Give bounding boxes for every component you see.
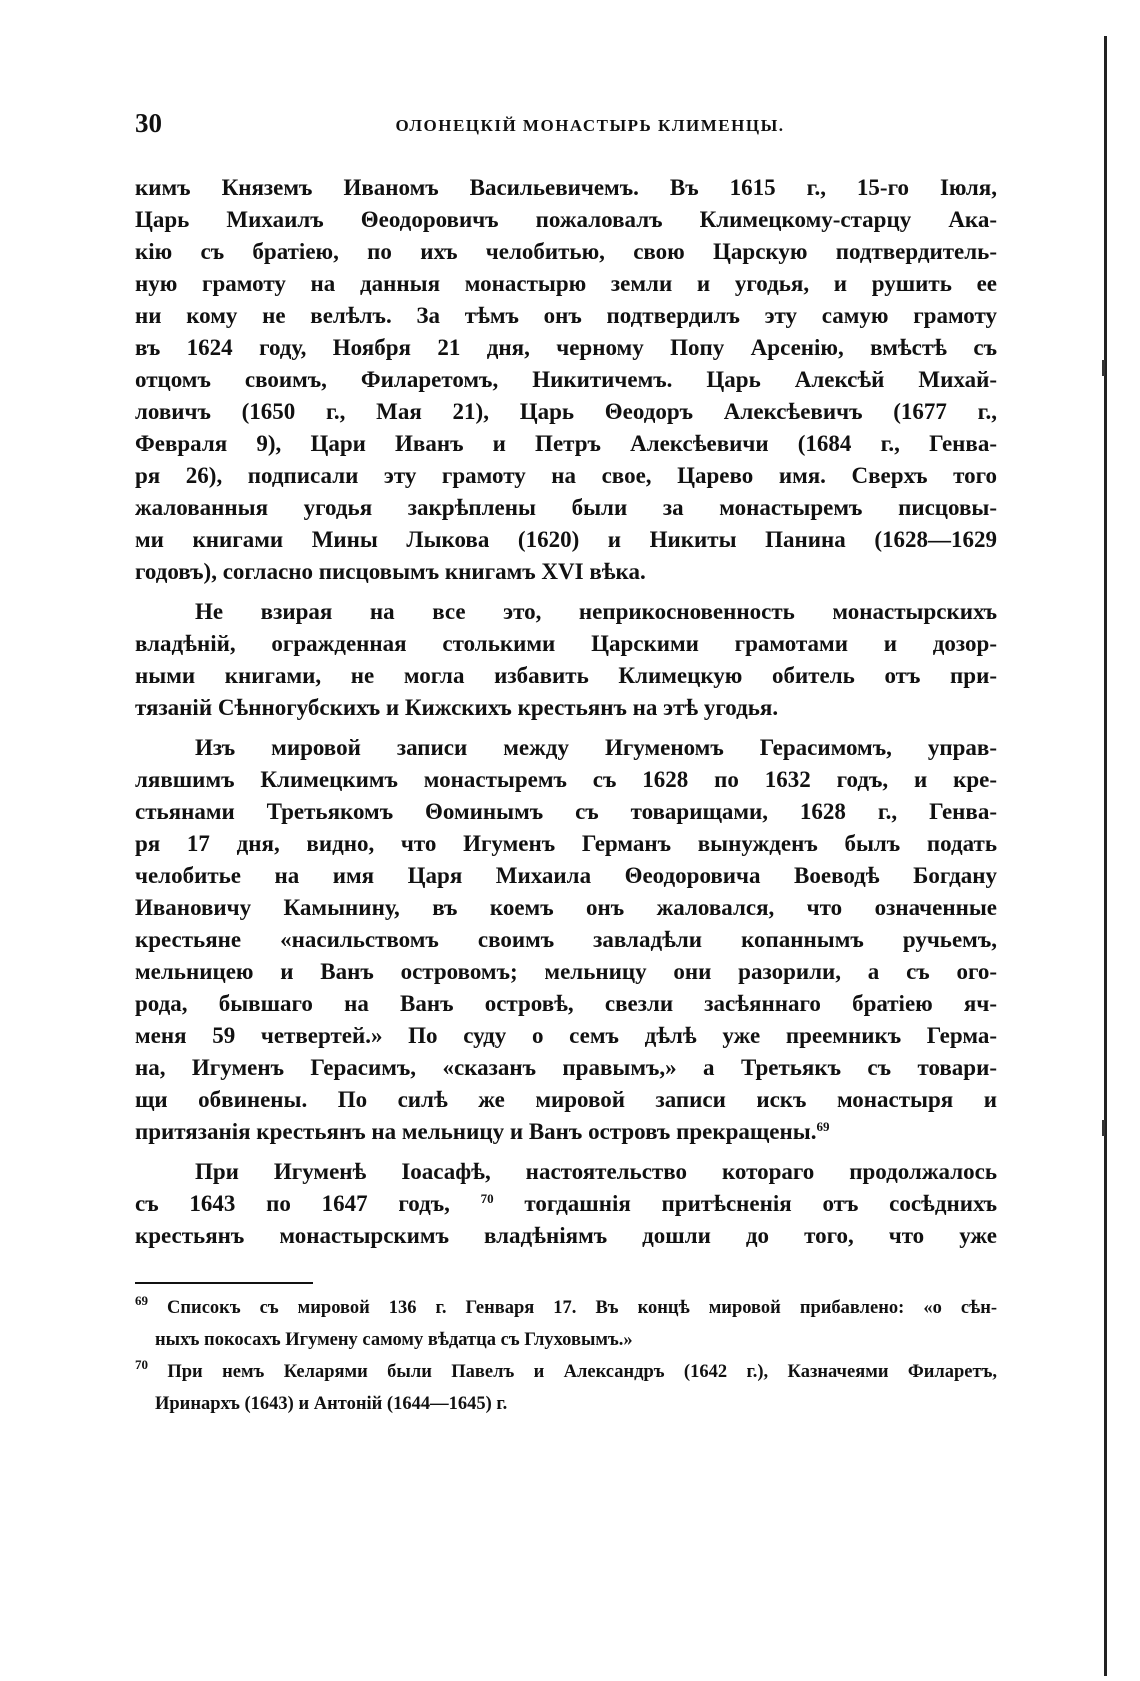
running-head: ОЛОНЕЦКІЙ МОНАСТЫРЬ КЛИМЕНЦЫ.: [395, 116, 785, 135]
footnote: [135, 1356, 997, 1388]
footnote-text: Списокъ съ мировой 136 г. Генваря 17. Въ концѣ мировой прибавлено: «о сѣн-: [167, 1298, 998, 1318]
text-run: тогдашнія притѣсненія отъ сосѣднихъ: [524, 1191, 997, 1216]
text-line: кимъ Княземъ Иваномъ Васильевичемъ. Въ 1615 г., 15-го Іюля,: [135, 175, 997, 200]
text-line: крестьянъ монастырскимъ владѣніямъ дошли до того, что уже: [135, 1223, 997, 1248]
text-line: на, Игуменъ Герасимъ, «сказанъ правымъ,» а Третьякъ съ товари-: [135, 1055, 997, 1080]
body-text: [135, 172, 997, 1252]
text-line: меня 59 четвертей.» По суду о семъ дѣлѣ уже преемникъ Герма-: [135, 1023, 997, 1048]
footnote-text: При немъ Келарями были Павелъ и Александръ (1642 г.), Казначеями Филаретъ,: [167, 1362, 998, 1382]
text-line: въ 1624 году, Ноября 21 дня, черному Попу Арсенію, вмѣстѣ съ: [135, 335, 997, 360]
text-line: ря 17 дня, видно, что Игуменъ Германъ вынужденъ былъ подать: [135, 831, 997, 856]
text-line: ни кому не велѣлъ. За тѣмъ онъ подтвердилъ эту самую грамоту: [135, 303, 997, 328]
text-line: [135, 1116, 997, 1148]
text-line: [135, 1188, 997, 1220]
footnote-marker: 69: [135, 1293, 148, 1308]
footnote-reference: 69: [816, 1119, 830, 1134]
text-line: Не взирая на все это, неприкосновенность монастырскихъ: [195, 599, 997, 624]
text-line: тязаній Сѣнногубскихъ и Кижскихъ крестьянъ на этѣ угодья.: [135, 695, 779, 720]
text-line: ловичъ (1650 г., Мая 21), Царь Θеодоръ Алексѣевичъ (1677 г.,: [135, 399, 997, 424]
footnote-reference: 70: [480, 1191, 494, 1206]
text-line: Царь Михаилъ Θеодоровичъ пожаловалъ Климецкому-старцу Ака-: [135, 207, 997, 232]
text-line: мельницею и Ванъ островомъ; мельницу они разорили, а съ ого-: [135, 959, 997, 984]
footnote-rule: [135, 1282, 313, 1284]
scan-edge-line: [1104, 36, 1107, 1676]
footnote: [135, 1292, 997, 1324]
text-line: крестьяне «насильствомъ своимъ завладѣли копаннымъ ручьемъ,: [135, 927, 997, 952]
text-line: При Игуменѣ Іоасафѣ, настоятельство котораго продолжалось: [195, 1159, 997, 1184]
text-line: ря 26), подписали эту грамоту на свое, Царево имя. Сверхъ того: [135, 463, 997, 488]
footnotes: [135, 1292, 997, 1420]
text-line: челобитье на имя Царя Михаила Θеодоровича Воеводѣ Богдану: [135, 863, 997, 888]
text-line: лявшимъ Климецкимъ монастыремъ съ 1628 по 1632 годъ, и кре-: [135, 767, 997, 792]
footnote-marker: 70: [135, 1357, 148, 1372]
text-line: Изъ мировой записи между Игуменомъ Герасимомъ, управ-: [195, 735, 997, 760]
page-number: 30: [135, 108, 162, 138]
text-line: Ивановичу Камынину, въ коемъ онъ жаловался, что означенные: [135, 895, 997, 920]
scan-edge-tick: [1102, 360, 1105, 376]
footnote-continuation: ныхъ покосахъ Игумену самому вѣдатца съ Глуховымъ.»: [155, 1330, 633, 1350]
text-run: притязанія крестьянъ на мельницу и Ванъ островъ прекращены.: [135, 1119, 817, 1144]
text-line: ными книгами, не могла избавить Климецкую обитель отъ при-: [135, 663, 997, 688]
text-line: щи обвинены. По силѣ же мировой записи искъ монастыря и: [135, 1087, 997, 1112]
footnote-continuation: Иринархъ (1643) и Антоній (1644—1645) г.: [155, 1394, 508, 1414]
text-line: ми книгами Мины Лыкова (1620) и Никиты Панина (1628—1629: [135, 527, 997, 552]
text-line: годовъ), согласно писцовымъ книгамъ XVI вѣка.: [135, 559, 646, 584]
text-line: стьянами Третьякомъ Θоминымъ съ товарищами, 1628 г., Генва-: [135, 799, 997, 824]
text-line: рода, бывшаго на Ванъ островѣ, свезли засѣяннаго братіею яч-: [135, 991, 997, 1016]
text-line: владѣній, огражденная столькими Царскими грамотами и дозор-: [135, 631, 997, 656]
text-line: Февраля 9), Цари Иванъ и Петръ Алексѣевичи (1684 г., Генва-: [135, 431, 997, 456]
page-header: [135, 108, 1005, 144]
scan-edge-tick: [1102, 1120, 1105, 1136]
text-line: кію съ братіею, по ихъ челобитью, свою Царскую подтвердитель-: [135, 239, 997, 264]
text-line: ную грамоту на данныя монастырю земли и угодья, и рушить ее: [135, 271, 997, 296]
text-run: съ 1643 по 1647 годъ,: [135, 1191, 450, 1216]
text-line: жалованныя угодья закрѣплены были за монастыремъ писцовы-: [135, 495, 997, 520]
text-line: отцомъ своимъ, Филаретомъ, Никитичемъ. Царь Алексѣй Михай-: [135, 367, 997, 392]
